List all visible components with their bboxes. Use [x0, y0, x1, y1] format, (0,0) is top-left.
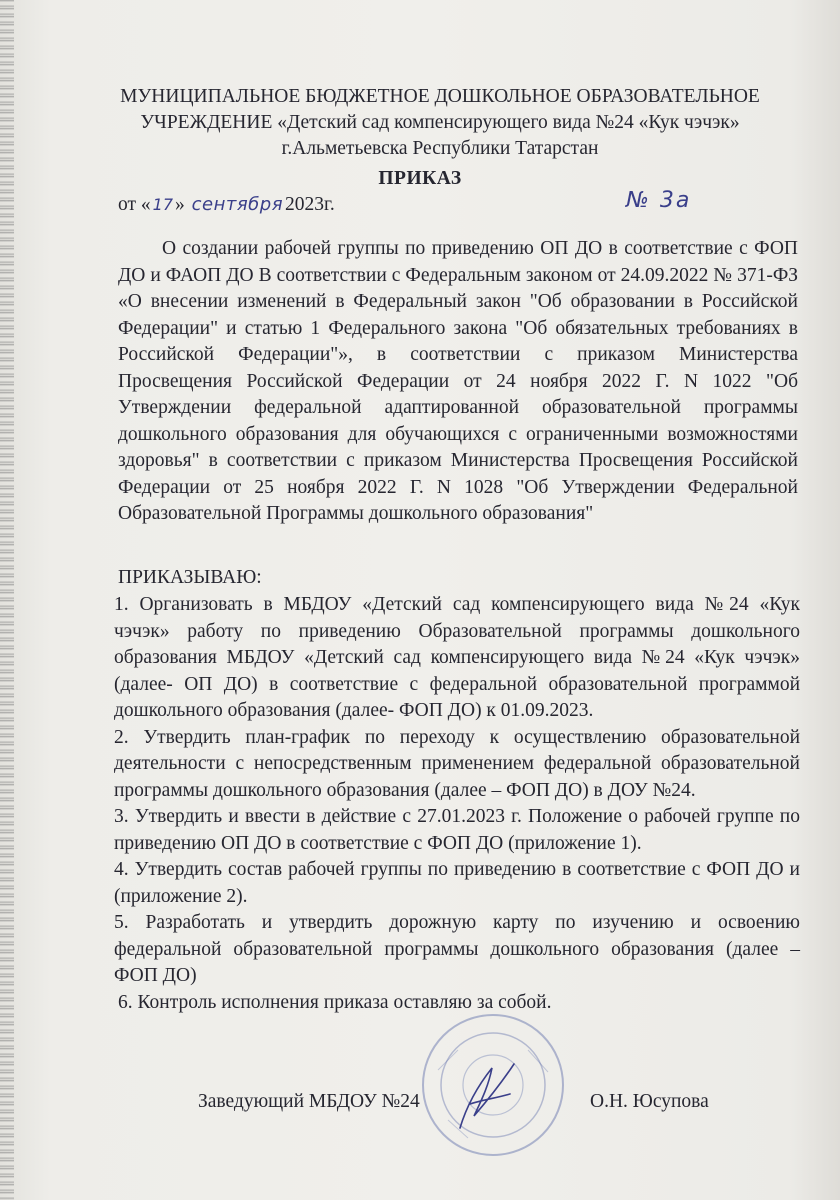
order-item: 4. Утвердить состав рабочей группы по приведению в соответствие с ФОП ДО и (приложение 2). — [114, 859, 800, 907]
signer-position: Заведующий МБДОУ №24 — [198, 1091, 420, 1112]
order-preamble: О создании рабочей группы по приведению ОП ДО в соответствие с ФОП ДО и ФАОП ДО В соответствии с Федеральным законом от 24.09.2022 № 371-ФЗ «О внесении изменений в Федеральный закон "Об образовании в Российской Федерации" и статью 1 Федерального закона "Об обязательных требованиях в Российской Федерации"», в соответствии с приказом Министерства Просвещения Российской Федерации от 24 ноября 2022 Г. N 1022 "Об Утверждении федеральной адаптированной образовательной программы дошкольного образования для обучающихся с ограниченными возможностями здоровья" в соответствии с приказом Министерства Просвещения Российской Федерации от 25 ноября 2022 Г. N 1028 "Об Утверждении Федеральной Образовательной Программы дошкольного образования" — [118, 238, 798, 524]
header-line-2: УЧРЕЖДЕНИЕ «Детский сад компенсирующего вида №24 «Кук чэчэк» — [140, 112, 740, 133]
date-prefix: от « — [118, 194, 151, 215]
date-line — [118, 194, 335, 216]
handwritten-signature — [452, 1058, 522, 1133]
date-close-quote: » — [175, 194, 185, 215]
order-items-list — [114, 592, 800, 1016]
date-month-handwritten: сентября — [191, 194, 284, 215]
order-item: 6. Контроль исполнения приказа оставляю за собой. — [118, 991, 552, 1013]
order-item: 5. Разработать и утвердить дорожную карту по изучению и освоению федеральной образовательной программы дошкольного образования (далее – ФОП ДО) — [114, 912, 800, 986]
date-day-handwritten: 17 — [152, 195, 173, 214]
order-word: ПРИКАЗЫВАЮ: — [118, 567, 262, 588]
document-title: ПРИКАЗ — [378, 168, 462, 189]
order-item: 2. Утвердить план-график по переходу к осуществлению образовательной деятельности с непосредственным применением федеральной образовательной программы дошкольного образования (далее – ФОП ДО) в ДОУ №24. — [114, 726, 800, 801]
order-item: 3. Утвердить и ввести в действие с 27.01.2023 г. Положение о рабочей группе по приведению ОП ДО в соответствие с ФОП ДО (приложение 1). — [114, 806, 800, 854]
organization-header — [60, 84, 820, 162]
header-line-3: г.Альметьевска Республики Татарстан — [281, 138, 599, 159]
order-item: 1. Организовать в МБДОУ «Детский сад компенсирующего вида №24 «Кук чэчэк» работу по приведению Образовательной программы дошкольного образования МБДОУ «Детский сад компенсирующего вида №24 «Кук чэчэк» (далее- ОП ДО) в соответствие с федеральной образовательной программой дошкольного образования (далее- ФОП ДО) к 01.09.2023. — [114, 594, 800, 721]
signer-name: О.Н. Юсупова — [590, 1091, 709, 1112]
date-year: 2023г. — [285, 194, 335, 215]
header-line-1: МУНИЦИПАЛЬНОЕ БЮДЖЕТНОЕ ДОШКОЛЬНОЕ ОБРАЗОВАТЕЛЬНОЕ — [120, 86, 760, 107]
order-number-handwritten: № 3а — [626, 188, 692, 213]
